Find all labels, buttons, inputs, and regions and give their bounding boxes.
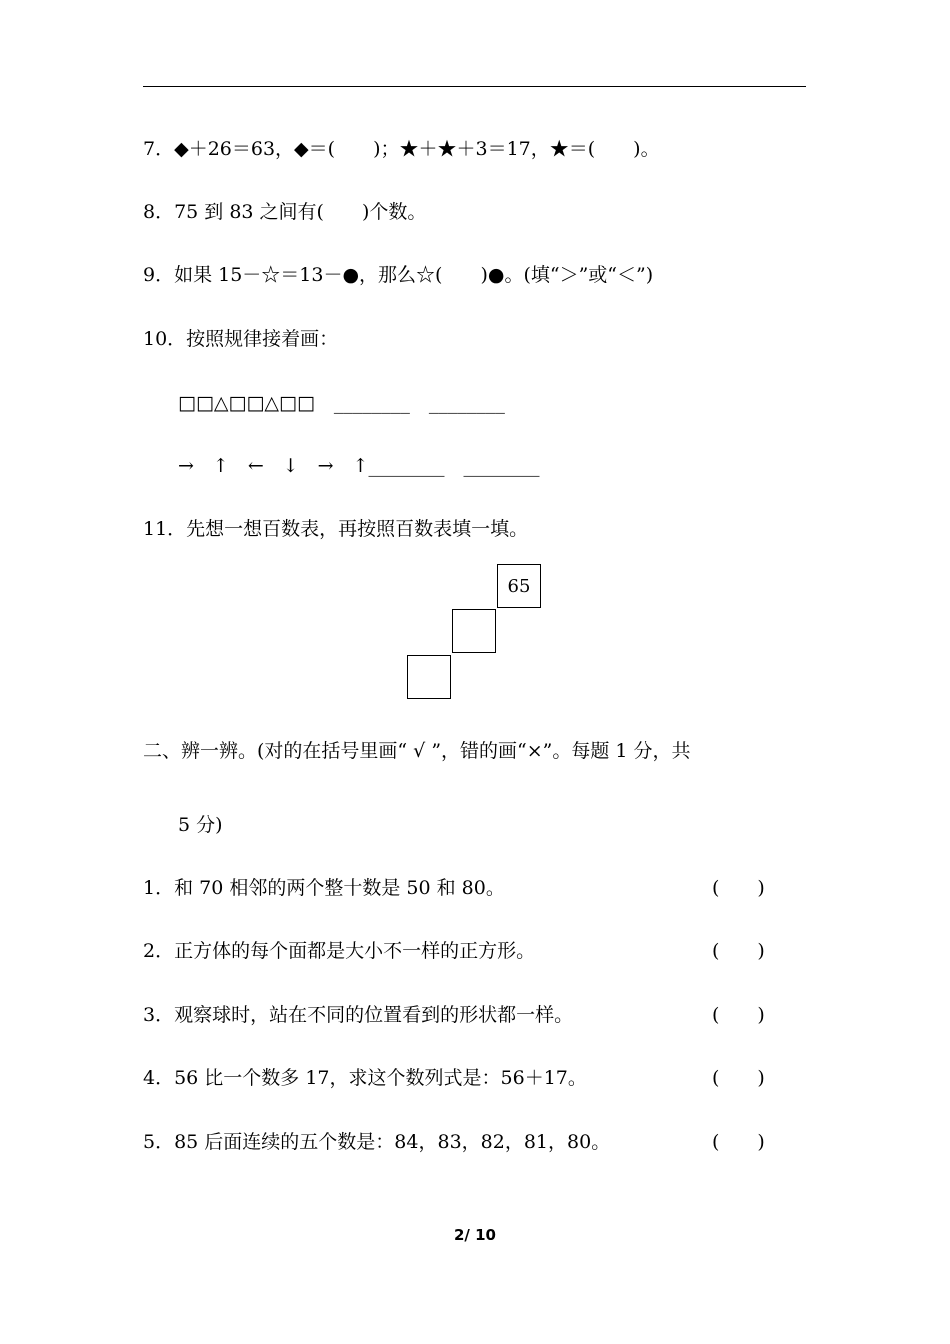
grid-cell-given: 65 xyxy=(497,564,541,608)
judge-item-text: 1．和 70 相邻的两个整十数是 50 和 80。 xyxy=(143,877,505,899)
header-rule xyxy=(143,86,806,87)
grid-cell-blank xyxy=(452,609,496,653)
judge-item-answer-blank: ( ) xyxy=(712,1004,765,1026)
page-number: 2/ 10 xyxy=(453,1226,496,1244)
question-10-shape-pattern: □□△□□△□□ ________ ________ xyxy=(178,392,505,414)
question-10-arrow-pattern: → ↑ ← ↓ → ↑________ ________ xyxy=(178,455,540,477)
judge-item-answer-blank: ( ) xyxy=(712,1067,765,1089)
question-7: 7．◆＋26＝63，◆＝( )；★＋★＋3＝17，★＝( )。 xyxy=(143,138,660,160)
grid-cell-blank xyxy=(407,655,451,699)
question-11: 11．先想一想百数表，再按照百数表填一填。 xyxy=(143,518,529,540)
section-2-title-continued: 5 分) xyxy=(178,814,223,836)
question-9: 9．如果 15－☆＝13－●，那么☆( )●。(填“＞”或“＜”) xyxy=(143,264,654,286)
judge-item-text: 4．56 比一个数多 17，求这个数列式是：56＋17。 xyxy=(143,1067,587,1089)
judge-item-text: 3．观察球时，站在不同的位置看到的形状都一样。 xyxy=(143,1004,574,1026)
section-2-title: 二、辨一辨。(对的在括号里画“ √ ”，错的画“×”。每题 1 分，共 xyxy=(143,740,691,762)
judge-item-text: 5．85 后面连续的五个数是：84，83，82，81，80。 xyxy=(143,1131,611,1153)
judge-item-answer-blank: ( ) xyxy=(712,1131,765,1153)
question-8: 8．75 到 83 之间有( )个数。 xyxy=(143,201,427,223)
judge-item-answer-blank: ( ) xyxy=(712,940,765,962)
question-10: 10．按照规律接着画： xyxy=(143,328,339,350)
judge-item-answer-blank: ( ) xyxy=(712,877,765,899)
judge-item-text: 2．正方体的每个面都是大小不一样的正方形。 xyxy=(143,940,536,962)
